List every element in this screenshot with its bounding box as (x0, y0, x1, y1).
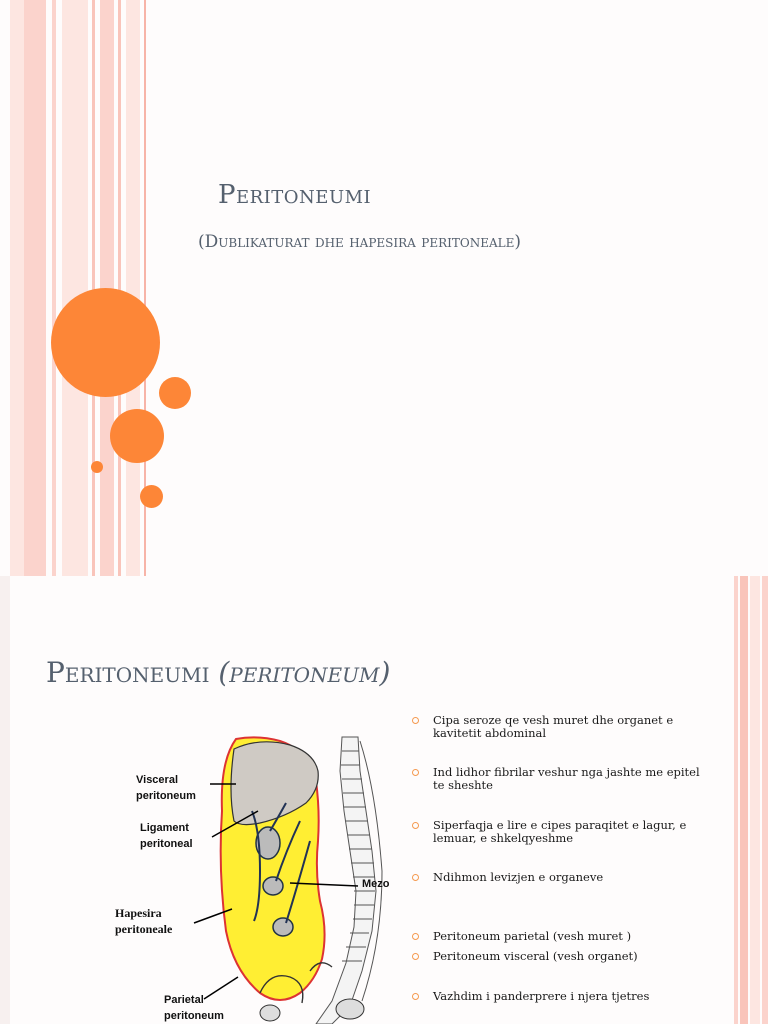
decor-circle (140, 485, 163, 508)
label-ligament-2: peritoneal (140, 838, 193, 850)
label-hapesira-2: peritoneale (115, 922, 173, 936)
list-item: Peritoneum parietal (vesh muret ) (412, 930, 712, 943)
decor-stripe (24, 0, 46, 576)
bullet-icon (412, 953, 419, 960)
bullet-icon (412, 822, 419, 829)
label-ligament: Ligament (140, 822, 189, 834)
decor-stripe (126, 0, 140, 576)
slide-title (46, 656, 390, 689)
list-item: Cipa seroze qe vesh muret dhe organet e kavitetit abdominal (412, 714, 712, 740)
list-item: Peritoneum visceral (vesh organet) (412, 950, 712, 963)
list-item: Vazhdim i panderprere i njera tjetres (412, 990, 712, 1003)
bullet-icon (412, 933, 419, 940)
slide-edge (0, 576, 10, 1024)
bullet-icon (412, 769, 419, 776)
list-item: Ndihmon levizjen e organeve (412, 871, 712, 884)
bullet-icon (412, 874, 419, 881)
label-parietal: Parietal (164, 994, 204, 1006)
decor-stripe (734, 576, 738, 1024)
decor-stripe (62, 0, 88, 576)
content-slide (0, 576, 768, 1024)
title-italic: (peritoneum) (218, 656, 391, 689)
decor-circle (159, 377, 191, 409)
pelvic-organ (260, 1005, 280, 1021)
bullet-icon (412, 993, 419, 1000)
decor-stripe (762, 576, 768, 1024)
pelvic-organ (336, 999, 364, 1019)
decor-stripe (750, 576, 760, 1024)
organ-loop (263, 877, 283, 895)
decor-stripe (118, 0, 121, 576)
slide-title: Peritoneumi (218, 180, 372, 210)
label-visceral-2: peritoneum (136, 790, 196, 802)
decor-circle (91, 461, 103, 473)
slide-subtitle: (Dublikaturat dhe hapesira peritoneale) (198, 232, 521, 252)
label-mezo: Mezo (362, 878, 390, 890)
decor-stripe (10, 0, 24, 576)
label-visceral: Visceral (136, 774, 179, 786)
peritoneum-diagram (110, 731, 410, 1024)
label-hapesira: Hapesira (115, 906, 162, 920)
title-main: Peritoneumi (46, 656, 219, 689)
bullet-icon (412, 717, 419, 724)
organ-loop (273, 918, 293, 936)
list-item: Ind lidhor fibrilar veshur nga jashte me epitel te sheshte (412, 766, 712, 792)
label-parietal-2: peritoneum (164, 1010, 224, 1022)
decor-circle-large (51, 288, 160, 397)
decor-circle (110, 409, 164, 463)
decor-stripe (52, 0, 56, 576)
decor-stripe (740, 576, 748, 1024)
list-item: Siperfaqja e lire e cipes paraqitet e lagur, e lemuar, e shkelqyeshme (412, 819, 712, 845)
